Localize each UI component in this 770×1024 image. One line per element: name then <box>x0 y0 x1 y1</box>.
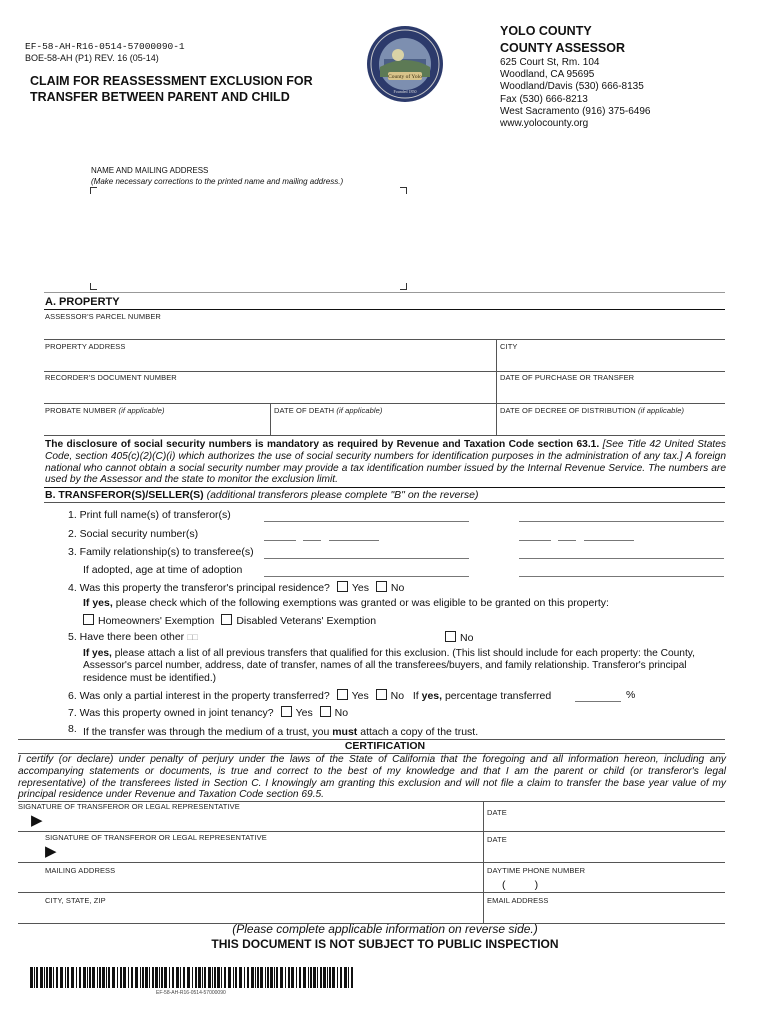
q5-no-checkbox[interactable] <box>445 631 456 642</box>
barcode-bar <box>183 967 185 988</box>
barcode-bar <box>224 967 226 988</box>
q7-no-checkbox[interactable] <box>320 706 331 717</box>
phone-field[interactable] <box>556 876 724 891</box>
barcode-bar <box>244 967 245 988</box>
barcode-bar <box>260 967 263 988</box>
barcode-bar <box>99 967 101 988</box>
barcode-bar <box>56 967 58 988</box>
office-line: Woodland/Davis (530) 666-8135 <box>500 81 644 93</box>
barcode-bar <box>117 967 118 988</box>
phone-label: DAYTIME PHONE NUMBER <box>487 866 586 875</box>
barcode-bar <box>176 967 179 988</box>
barcode-bar <box>152 967 154 988</box>
barcode-bar <box>135 967 138 988</box>
seal-text: County of Yolo <box>388 74 422 80</box>
corner-mark <box>90 283 97 290</box>
barcode-bar <box>40 967 43 988</box>
recorders-document-label: RECORDER'S DOCUMENT NUMBER <box>45 373 177 382</box>
date-death-field[interactable] <box>272 416 494 434</box>
certification-text: I certify (or declare) under penalty of perjury under the laws of the State of California that the foregoing and all information hereon, including any accompanying statements or documents, is true and correct to the best of my knowledge and that I am the parent or child (or transferor's legal representative) of the transferees listed in Section C. I knowingly am granting this exclusion and will not file a claim to transfer the base year value of my principal residence under Revenue and Taxation Code section 69.5. <box>18 754 726 801</box>
signature-1-field[interactable] <box>50 811 480 831</box>
mailing-note: (Make necessary corrections to the printed name and mailing address.) <box>91 177 344 186</box>
barcode-bar <box>257 967 259 988</box>
county-seal <box>366 25 444 103</box>
barcode-bar <box>79 967 81 988</box>
barcode-bar <box>313 967 316 988</box>
signature-2-field[interactable] <box>64 842 480 862</box>
barcode-bar <box>267 967 269 988</box>
barcode-bar <box>108 967 110 988</box>
veterans-checkbox[interactable] <box>221 614 232 625</box>
barcode-bar <box>208 967 211 988</box>
barcode-bar <box>195 967 197 988</box>
barcode-bar <box>120 967 122 988</box>
relationship-field-1[interactable] <box>264 545 469 558</box>
barcode-bar <box>106 967 107 988</box>
revision-label: BOE-58-AH (P1) REV. 16 (05-14) <box>25 53 159 63</box>
corner-mark <box>400 283 407 290</box>
barcode-bar <box>270 967 273 988</box>
q4b-label: If yes, please check which of the following exemptions was granted or was eligible to be granted on this property: <box>83 597 609 609</box>
date-1-field[interactable] <box>485 817 725 831</box>
barcode-bar <box>60 967 63 988</box>
barcode-bar <box>233 967 234 988</box>
ssn-field-1[interactable] <box>264 528 379 540</box>
office-address <box>500 57 650 130</box>
section-b-title: B. TRANSFEROR(S)/SELLER(S) (additional transferors please complete "B" on the reverse) <box>45 489 479 501</box>
barcode-bar <box>351 967 353 988</box>
city-field[interactable] <box>498 352 724 370</box>
barcode-bar <box>288 967 290 988</box>
barcode-bar <box>340 967 342 988</box>
barcode-bar <box>303 967 306 988</box>
ssn-disclosure: The disclosure of social security numbers is mandatory as required by Revenue and Taxation Code section 63.1. [See Title 42 United States Code, section 405(c)(2)(C)(i) which authorizes the use of social security numbers for identification purposes in the administration of any tax.] A foreign national who cannot obtain a social security number may provide a tax identification number issued by the Internal Revenue Service. The numbers are used by the Assessor and the state to monitor the exclusion limit. <box>45 439 726 486</box>
barcode-bar <box>112 967 115 988</box>
barcode-bar <box>202 967 203 988</box>
barcode-bar <box>198 967 201 988</box>
barcode-bar <box>344 967 347 988</box>
barcode-bar <box>296 967 297 988</box>
date-2-label: DATE <box>487 835 507 844</box>
q4-yes-checkbox[interactable] <box>337 581 348 592</box>
barcode-bar <box>142 967 144 988</box>
assessor-name: COUNTY ASSESSOR <box>500 41 626 55</box>
barcode-bar <box>49 967 52 988</box>
transferor-name-field-1[interactable] <box>264 508 469 521</box>
barcode-bar <box>30 967 33 988</box>
q2-label: 2. Social security number(s) <box>68 528 199 540</box>
barcode-bar <box>310 967 312 988</box>
mailing-address-input[interactable] <box>44 876 480 892</box>
barcode-bar <box>149 967 150 988</box>
signature-2-label: SIGNATURE OF TRANSFEROR OR LEGAL REPRESENTATIVE <box>45 833 267 842</box>
barcode-bar <box>71 967 74 988</box>
barcode-bar <box>299 967 301 988</box>
barcode-bar <box>172 967 174 988</box>
barcode <box>30 967 355 988</box>
q4-no-checkbox[interactable] <box>376 581 387 592</box>
office-line: West Sacramento (916) 375-6496 <box>500 105 651 117</box>
office-line: www.yolocounty.org <box>500 118 589 130</box>
barcode-bar <box>274 967 275 988</box>
relationship-field-2[interactable] <box>519 545 724 558</box>
barcode-text: EF-58-AH-R16-0514-57000090 <box>156 990 226 996</box>
barcode-bar <box>212 967 213 988</box>
sign-here-arrow-icon: ▶ <box>45 843 57 860</box>
barcode-bar <box>192 967 193 988</box>
date-1-label: DATE <box>487 808 507 817</box>
q6-row: 6. Was only a partial interest in the property transferred? Yes No If yes, percentage transferred <box>68 690 552 702</box>
adoption-age-field-2[interactable] <box>519 563 724 576</box>
barcode-bar <box>235 967 237 988</box>
barcode-bar <box>221 967 222 988</box>
sign-here-arrow-icon: ▶ <box>31 812 43 829</box>
office-line: Woodland, CA 95695 <box>500 69 595 81</box>
barcode-bar <box>317 967 318 988</box>
q6-no-checkbox[interactable] <box>376 689 387 700</box>
q7-row: 7. Was this property owned in joint tenancy? Yes No <box>68 707 349 719</box>
adoption-age-field-1[interactable] <box>264 563 469 576</box>
barcode-bar <box>255 967 256 988</box>
barcode-bar <box>280 967 283 988</box>
barcode-bar <box>131 967 133 988</box>
form-code: EF-58-AH-R16-0514-57000090-1 <box>25 41 185 52</box>
barcode-bar <box>140 967 141 988</box>
barcode-bar <box>337 967 338 988</box>
corner-mark <box>90 187 97 194</box>
email-label: EMAIL ADDRESS <box>487 896 549 905</box>
q5b-text: If yes, please attach a list of all previous transfers that qualified for this exclusion. (This list should include for each property: the County, Assessor's parcel number, address, date of transfer, names of all the transferees/buyers, and family relationship. Transferor's principal residence must be identified.) <box>83 648 695 684</box>
barcode-bar <box>159 967 160 988</box>
property-address-field[interactable] <box>44 352 494 370</box>
seal-year: Founded 1850 <box>393 89 417 94</box>
barcode-bar <box>323 967 326 988</box>
certification-title: CERTIFICATION <box>344 740 426 752</box>
apn-field[interactable] <box>44 320 725 338</box>
phone-area-code: ( ) <box>502 879 539 891</box>
barcode-bar <box>320 967 322 988</box>
q6-yes-checkbox[interactable] <box>337 689 348 700</box>
apn-label: ASSESSOR'S PARCEL NUMBER <box>45 312 161 321</box>
barcode-bar <box>65 967 66 988</box>
barcode-bar <box>228 967 231 988</box>
barcode-bar <box>128 967 129 988</box>
q1-label: 1. Print full name(s) of transferor(s) <box>68 509 231 521</box>
barcode-bar <box>291 967 294 988</box>
barcode-bar <box>34 967 35 988</box>
signature-1-label: SIGNATURE OF TRANSFEROR OR LEGAL REPRESENTATIVE <box>18 802 240 811</box>
county-name: YOLO COUNTY <box>500 24 592 38</box>
homeowners-checkbox[interactable] <box>83 614 94 625</box>
barcode-bar <box>332 967 335 988</box>
percent-sign: % <box>626 689 636 701</box>
date-death-label: DATE OF DEATH (if applicable) <box>274 406 383 415</box>
barcode-bar <box>187 967 190 988</box>
office-line: 625 Court St, Rm. 104 <box>500 57 600 68</box>
q3b-label: If adopted, age at time of adoption <box>83 564 243 576</box>
barcode-bar <box>239 967 242 988</box>
city-state-zip-label: CITY, STATE, ZIP <box>45 896 106 905</box>
city-label: CITY <box>500 342 518 351</box>
ssn-field-2[interactable] <box>519 528 634 540</box>
q8-text: If the transfer was through the medium of a trust, you must attach a copy of the trust. <box>83 726 479 738</box>
date-purchase-field[interactable] <box>498 384 724 402</box>
barcode-bar <box>169 967 170 988</box>
barcode-bar <box>276 967 278 988</box>
barcode-bar <box>161 967 163 988</box>
section-a-title: A. PROPERTY <box>45 296 120 308</box>
probate-label: PROBATE NUMBER (if applicable) <box>45 406 165 415</box>
barcode-bar <box>67 967 69 988</box>
email-field[interactable] <box>485 906 725 922</box>
barcode-bar <box>83 967 86 988</box>
barcode-bar <box>251 967 254 988</box>
barcode-bar <box>214 967 216 988</box>
barcode-bar <box>36 967 38 988</box>
date-purchase-label: DATE OF PURCHASE OR TRANSFER <box>500 373 635 382</box>
barcode-bar <box>102 967 105 988</box>
barcode-bar <box>46 967 48 988</box>
date-2-field[interactable] <box>485 845 725 862</box>
date-decree-label: DATE OF DECREE OF DISTRIBUTION (if applicable) <box>500 406 685 415</box>
barcode-bar <box>247 967 249 988</box>
barcode-bar <box>217 967 220 988</box>
property-address-label: PROPERTY ADDRESS <box>45 342 126 351</box>
public-inspection-notice: THIS DOCUMENT IS NOT SUBJECT TO PUBLIC INSPECTION <box>211 937 559 951</box>
barcode-bar <box>180 967 181 988</box>
exemptions-row: Homeowners' Exemption Disabled Veterans' Exemption <box>79 614 376 627</box>
form-title-line1: CLAIM FOR REASSESSMENT EXCLUSION FOR <box>30 74 313 88</box>
transferor-name-field-2[interactable] <box>519 508 724 521</box>
barcode-bar <box>308 967 309 988</box>
barcode-bar <box>329 967 331 988</box>
barcode-bar <box>265 967 266 988</box>
barcode-bar <box>53 967 54 988</box>
barcode-bar <box>44 967 45 988</box>
q8-number: 8. <box>68 723 77 735</box>
percentage-field[interactable] <box>575 689 621 701</box>
barcode-bar <box>145 967 148 988</box>
mailing-label: NAME AND MAILING ADDRESS <box>91 166 209 175</box>
mailing-address-label: MAILING ADDRESS <box>45 866 116 875</box>
q5-no: No <box>441 631 473 644</box>
office-line: Fax (530) 666-8213 <box>500 93 588 105</box>
barcode-bar <box>87 967 88 988</box>
probate-field[interactable] <box>44 416 268 434</box>
barcode-bar <box>285 967 286 988</box>
barcode-bar <box>164 967 167 988</box>
q7-yes-checkbox[interactable] <box>281 706 292 717</box>
recorders-document-field[interactable] <box>44 384 494 402</box>
barcode-bar <box>327 967 328 988</box>
barcode-bar <box>92 967 95 988</box>
barcode-bar <box>76 967 77 988</box>
barcode-bar <box>89 967 91 988</box>
barcode-bar <box>123 967 126 988</box>
corner-mark <box>400 187 407 194</box>
form-title-line2: TRANSFER BETWEEN PARENT AND CHILD <box>30 90 290 104</box>
barcode-bar <box>155 967 158 988</box>
q4-row: 4. Was this property the transferor's principal residence? Yes No <box>68 582 405 594</box>
barcode-bar <box>204 967 206 988</box>
barcode-bar <box>348 967 349 988</box>
q3-label: 3. Family relationship(s) to transferee(s) <box>68 546 254 558</box>
reverse-side-note: (Please complete applicable information on reverse side.) <box>232 922 538 936</box>
date-decree-field[interactable] <box>498 416 724 434</box>
barcode-bar <box>97 967 98 988</box>
mailing-address-field[interactable] <box>96 194 398 282</box>
city-state-zip-input[interactable] <box>44 906 480 922</box>
q5-label: 5. Have there been other □□ <box>68 631 198 643</box>
